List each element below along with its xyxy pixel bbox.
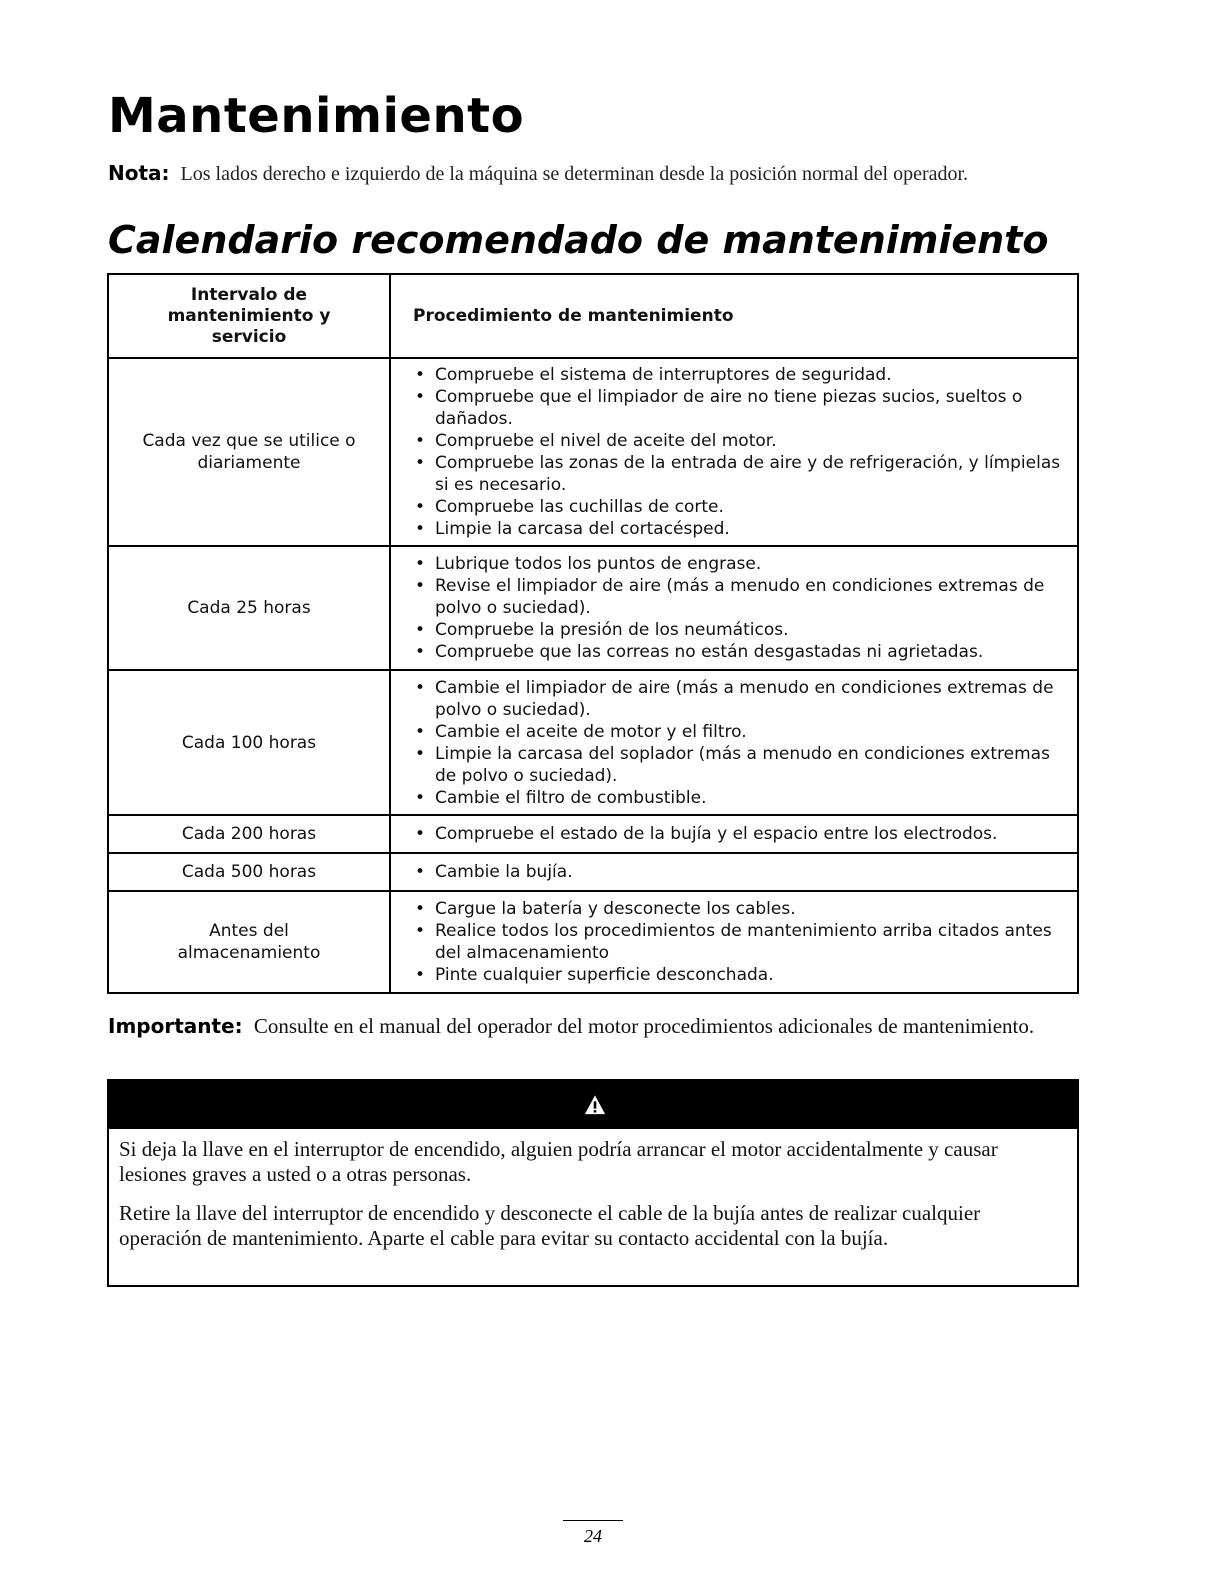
list-item: • Pinte cualquier superficie desconchada.: [413, 964, 1065, 986]
procedure-list: [413, 364, 1065, 540]
page-title: Mantenimiento: [108, 88, 525, 144]
list-item: • Compruebe el estado de la bujía y el espacio entre los electrodos.: [413, 823, 1065, 845]
list-item: • Cambie la bujía.: [413, 861, 1065, 883]
procedure-cell: [390, 815, 1078, 853]
section-title: Calendario recomendado de mantenimiento: [108, 218, 1049, 262]
list-item: • Compruebe el sistema de interruptores de seguridad.: [413, 364, 1065, 386]
list-item: • Compruebe el nivel de aceite del motor.: [413, 430, 1065, 452]
table-row: [108, 546, 1078, 670]
warning-body: [109, 1129, 1077, 1251]
important-label: Importante:: [108, 1014, 243, 1038]
table-body: [108, 358, 1078, 993]
warning-paragraph: Retire la llave del interruptor de encendido y desconecte el cable de la bujía antes de realizar cualquier operación de mantenimiento. Aparte el cable para evitar su contacto accidental con la bujía.: [119, 1201, 981, 1250]
procedure-cell: [390, 358, 1078, 546]
list-item: • Cargue la batería y desconecte los cables.: [413, 898, 1065, 920]
list-item: • Cambie el filtro de combustible.: [413, 787, 1065, 809]
note-text: Los lados derecho e izquierdo de la máquina se determinan desde la posición normal del operador.: [180, 163, 969, 185]
maintenance-schedule-table: [107, 273, 1079, 994]
procedure-cell: [390, 670, 1078, 815]
procedure-list: [413, 553, 1065, 663]
table-row: [108, 358, 1078, 546]
interval-cell: Antes del almacenamiento: [108, 891, 390, 993]
important-note: [108, 1013, 1058, 1040]
procedure-list: [413, 823, 1065, 845]
page-number: 24: [584, 1526, 602, 1546]
page-number-rule: [563, 1520, 623, 1521]
procedure-cell: [390, 853, 1078, 891]
note-label: Nota:: [108, 161, 170, 185]
list-item: • Compruebe las cuchillas de corte.: [413, 496, 1065, 518]
interval-cell: Cada 25 horas: [108, 546, 390, 670]
warning-paragraph: Si deja la llave en el interruptor de encendido, alguien podría arrancar el motor accidentalmente y causar lesiones graves a usted o a otras personas.: [119, 1137, 998, 1186]
list-item: • Lubrique todos los puntos de engrase.: [413, 553, 1065, 575]
list-item: • Realice todos los procedimientos de mantenimiento arriba citados antes del almacenamiento: [413, 920, 1065, 964]
procedure-cell: [390, 546, 1078, 670]
interval-cell: Cada vez que se utilice o diariamente: [108, 358, 390, 546]
warning-triangle-icon: [584, 1094, 606, 1121]
warning-header: [109, 1081, 1077, 1129]
interval-cell: Cada 500 horas: [108, 853, 390, 891]
list-item: • Compruebe la presión de los neumáticos.: [413, 619, 1065, 641]
list-item: • Compruebe que las correas no están desgastadas ni agrietadas.: [413, 641, 1065, 663]
table-header-row: [108, 274, 1078, 358]
list-item: • Cambie el aceite de motor y el filtro.: [413, 721, 1065, 743]
list-item: • Revise el limpiador de aire (más a menudo en condiciones extremas de polvo o suciedad).: [413, 575, 1065, 619]
important-text: Consulte en el manual del operador del motor procedimientos adicionales de mantenimiento.: [253, 1014, 1035, 1038]
table-row: [108, 853, 1078, 891]
procedure-list: [413, 898, 1065, 986]
warning-box: [107, 1079, 1079, 1287]
table-row: [108, 891, 1078, 993]
table-row: [108, 670, 1078, 815]
procedure-list: [413, 677, 1065, 809]
procedure-list: [413, 861, 1065, 883]
interval-cell: Cada 100 horas: [108, 670, 390, 815]
list-item: • Limpie la carcasa del cortacésped.: [413, 518, 1065, 540]
header-procedure: Procedimiento de mantenimiento: [390, 274, 1078, 358]
table-row: [108, 815, 1078, 853]
interval-cell: Cada 200 horas: [108, 815, 390, 853]
header-interval: Intervalo de mantenimiento y servicio: [108, 274, 390, 358]
procedure-cell: [390, 891, 1078, 993]
note: [108, 158, 1108, 189]
list-item: • Cambie el limpiador de aire (más a menudo en condiciones extremas de polvo o suciedad).: [413, 677, 1065, 721]
list-item: • Compruebe que el limpiador de aire no tiene piezas sucios, sueltos o dañados.: [413, 386, 1065, 430]
list-item: • Limpie la carcasa del soplador (más a menudo en condiciones extremas de polvo o suciedad).: [413, 743, 1065, 787]
list-item: • Compruebe las zonas de la entrada de aire y de refrigeración, y límpielas si es necesario.: [413, 452, 1065, 496]
